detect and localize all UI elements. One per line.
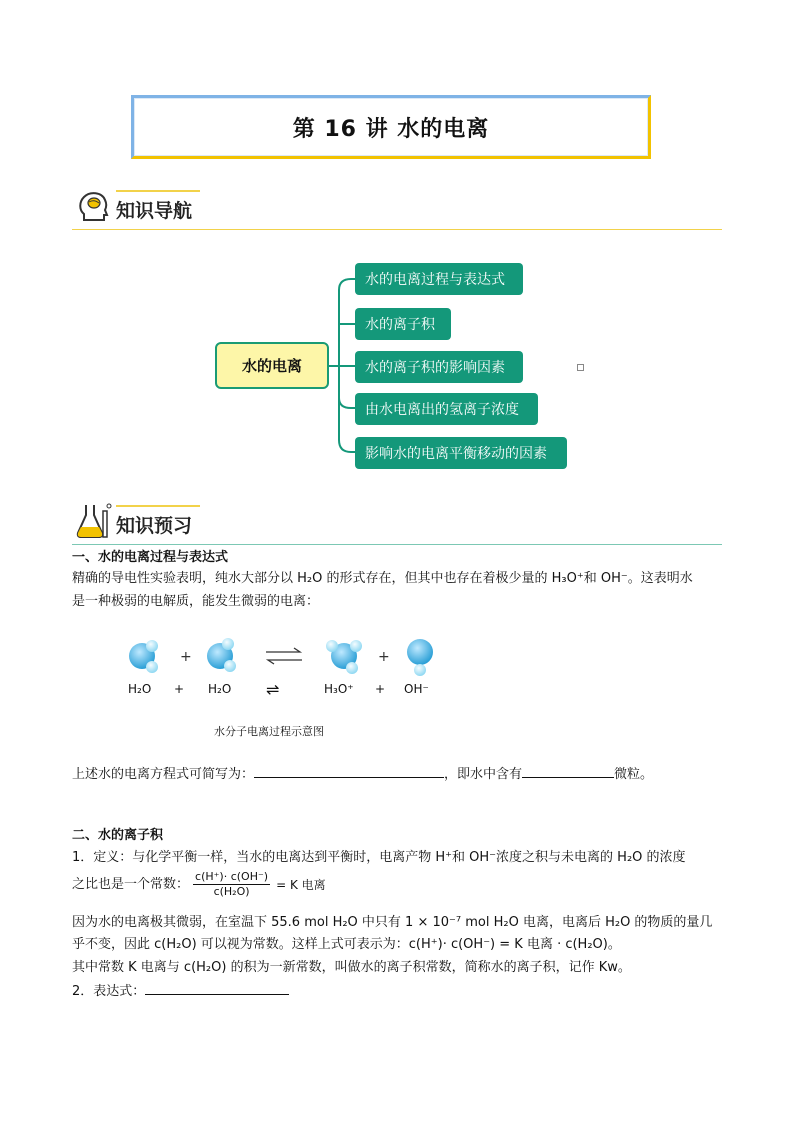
mindmap-branch-2: 水的离子积 <box>355 308 451 340</box>
ionization-fraction <box>193 870 270 899</box>
heading-underline <box>72 544 722 545</box>
answer-blank-2[interactable] <box>522 763 614 778</box>
part2-def1: 1．定义：与化学平衡一样，当水的电离达到平衡时，电离产物 H⁺和 OH⁻浓度之积与未电离的 H₂O 的浓度 <box>72 850 686 865</box>
label-plus-2: + <box>375 682 386 696</box>
diagram-caption: 水分子电离过程示意图 <box>214 725 324 738</box>
section-label-preview: 知识预习 <box>116 515 193 537</box>
water-molecule-icon <box>207 638 236 672</box>
part2-para3: 其中常数 K 电离与 c(H₂O) 的积为一新常数，叫做水的离子积常数，简称水的离子积，记作 Kw。 <box>72 960 631 975</box>
fill-text-c: 微粒。 <box>614 767 654 782</box>
label-plus-1: + <box>174 682 185 696</box>
page-title: 第 16 讲 水的电离 <box>292 116 490 142</box>
fill-in-line <box>72 763 653 786</box>
mindmap-root: 水的电离 <box>215 342 329 389</box>
water-molecule-icon <box>129 640 158 673</box>
def2-text: 之比也是一个常数： <box>72 876 190 892</box>
fill-text-b: ，即水中含有 <box>444 767 523 782</box>
heading-accent <box>116 505 200 507</box>
label-oh: OH⁻ <box>404 682 429 696</box>
svg-text:+: + <box>378 649 390 665</box>
section-heading-preview <box>72 505 722 545</box>
expression-line <box>72 980 289 1003</box>
part1-line1: 精确的导电性实验表明，纯水大部分以 H₂O 的形式存在，但其中也存在着极少量的 H₃O⁺和 OH⁻。这表明水 <box>72 571 693 586</box>
label-h2o-2: H₂O <box>208 682 232 696</box>
section-heading-nav <box>72 190 722 230</box>
title-box <box>131 95 651 159</box>
mindmap-branch-1: 水的电离过程与表达式 <box>355 263 523 295</box>
label-equilibrium: ⇌ <box>266 680 280 699</box>
fill-text-a: 上述水的电离方程式可简写为： <box>72 767 255 782</box>
answer-blank-1[interactable] <box>254 763 444 778</box>
small-marker <box>577 364 584 371</box>
label-h3o: H₃O⁺ <box>324 682 354 696</box>
hydronium-ion-icon <box>326 640 362 674</box>
part1-heading: 一、水的电离过程与表达式 <box>72 550 229 565</box>
lab-flask-icon <box>72 501 112 541</box>
equilibrium-arrows-icon <box>266 648 302 664</box>
fraction-numerator: c(H⁺)· c(OH⁻) <box>195 870 269 883</box>
part1-line2: 是一种极弱的电解质，能发生微弱的电离： <box>72 594 320 609</box>
water-ionization-diagram <box>120 634 450 680</box>
section-label-nav: 知识导航 <box>116 200 193 222</box>
part2-def2 <box>72 870 326 899</box>
hydroxide-ion-icon <box>407 639 433 676</box>
mindmap-branch-3: 水的离子积的影响因素 <box>355 351 523 383</box>
svg-text:+: + <box>180 649 192 665</box>
label-h2o-1: H₂O <box>128 682 152 696</box>
fraction-rhs: = K 电离 <box>276 877 326 892</box>
expression-label: 2．表达式： <box>72 984 146 999</box>
answer-blank-3[interactable] <box>145 980 289 995</box>
part2-heading: 二、水的离子积 <box>72 828 164 843</box>
mindmap-branch-4: 由水电离出的氢离子浓度 <box>355 393 538 425</box>
mindmap-branch-5: 影响水的电离平衡移动的因素 <box>355 437 567 469</box>
part2-para1: 因为水的电离极其微弱，在室温下 55.6 mol H₂O 中只有 1 × 10⁻⁷ mol H₂O 电离，电离后 H₂O 的物质的量几 <box>72 915 713 930</box>
part2-para2: 乎不变，因此 c(H₂O) 可以视为常数。这样上式可表示为：c(H⁺)· c(OH⁻) = K 电离 · c(H₂O)。 <box>72 937 621 952</box>
heading-accent <box>116 190 200 192</box>
fraction-denominator: c(H₂O) <box>213 885 250 898</box>
heading-underline <box>72 229 722 230</box>
brain-head-icon <box>76 190 110 226</box>
